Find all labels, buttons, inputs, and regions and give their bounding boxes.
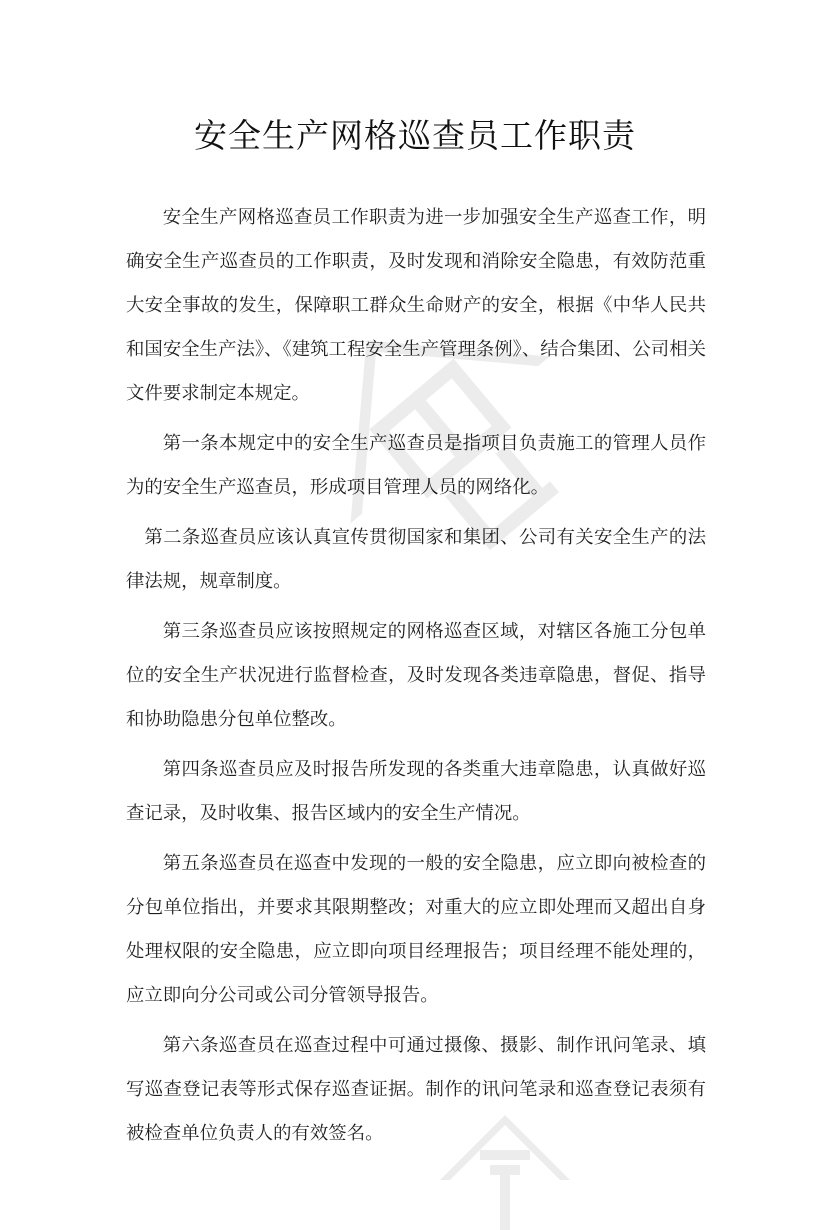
article-6-paragraph: 第六条巡查员在巡查过程中可通过摄像、摄影、制作讯问笔录、填写巡查登记表等形式保存巡查证据。制作的讯问笔录和巡查登记表须有被检查单位负责人的有效签名。 <box>126 1035 706 1144</box>
article-1-paragraph: 第一条本规定中的安全生产巡查员是指项目负责施工的管理人员作为的安全生产巡查员，形成项目管理人员的网络化。 <box>126 433 706 498</box>
article-2-paragraph: 第二条巡查员应该认真宣传贯彻国家和集团、公司有关安全生产的法律法规，规章制度。 <box>126 527 706 592</box>
article-4-paragraph: 第四条巡查员应及时报告所发现的各类重大违章隐患，认真做好巡查记录，及时收集、报告区域内的安全生产情况。 <box>126 759 706 824</box>
intro-paragraph: 安全生产网格巡查员工作职责为进一步加强安全生产巡查工作，明确安全生产巡查员的工作职责，及时发现和消除安全隐患，有效防范重大安全事故的发生，保障职工群众生命财产的安全，根据《中华人民共和国安全生产法》、《建筑工程安全生产管理条例》、结合集团、公司相关文件要求制定本规定。 <box>126 207 706 404</box>
document-title: 安全生产网格巡查员工作职责 <box>194 116 636 155</box>
document-body <box>126 196 706 1156</box>
article-5-paragraph: 第五条巡查员在巡查中发现的一般的安全隐患，应立即向被检查的分包单位指出，并要求其限期整改；对重大的应立即处理而又超出自身处理权限的安全隐患，应立即向项目经理报告；项目经理不能处理的，应立即向分公司或公司分管领导报告。 <box>126 853 706 1006</box>
article-3-paragraph: 第三条巡查员应该按照规定的网格巡查区域，对辖区各施工分包单位的安全生产状况进行监督检查，及时发现各类违章隐患，督促、指导和协助隐患分包单位整改。 <box>126 621 706 730</box>
